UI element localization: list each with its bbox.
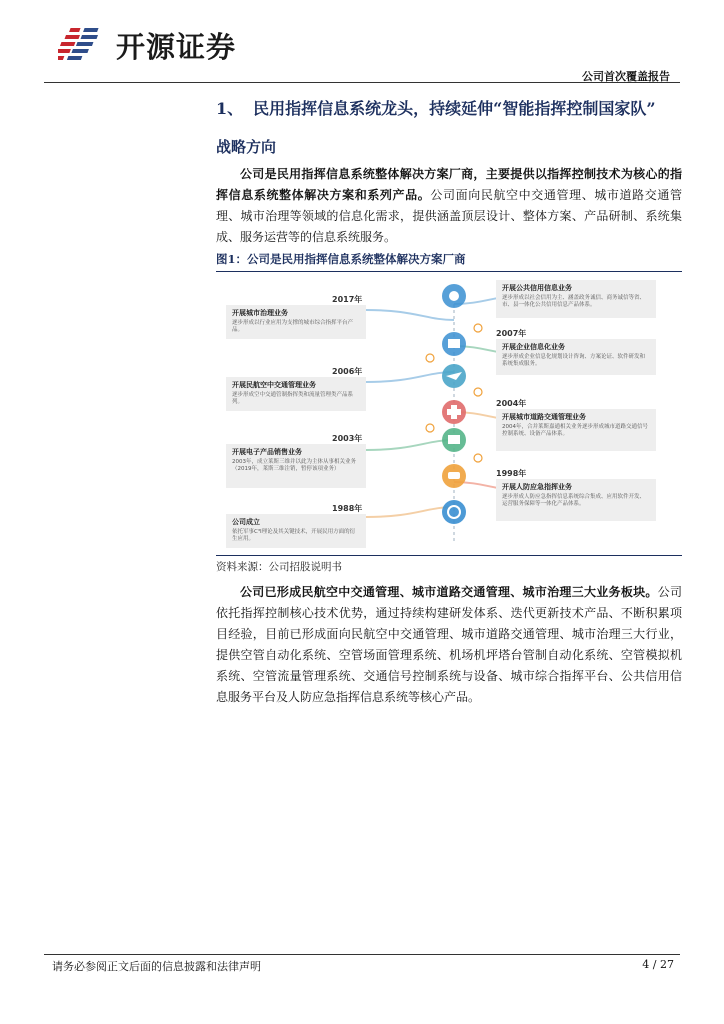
timeline-year: 1998年 (496, 469, 527, 478)
header-divider (44, 82, 680, 83)
timeline-year: 2017年 (332, 295, 363, 304)
section-subtitle: 战略方向 (216, 138, 277, 156)
timeline-card-title: 开展企业信息化业务 (502, 343, 565, 351)
timeline-year: 1988年 (332, 504, 363, 513)
timeline-card-desc: 2003年，成立莱斯三维并以此为主体从事相关业务（2019年，莱斯三维注销，暂停该项业务） (232, 459, 356, 472)
timeline-card (496, 409, 656, 451)
timeline-year: 2003年 (332, 434, 363, 443)
timeline-year: 2006年 (332, 367, 363, 376)
timeline-card (226, 444, 366, 488)
paragraph-business (216, 582, 682, 708)
timeline-card-title: 开展电子产品销售业务 (232, 448, 302, 456)
footer-divider (44, 954, 680, 955)
paragraph-intro (216, 164, 682, 248)
timeline-card-desc: 逐步形成空中交通管制指挥类和流量管理类产品系列。 (232, 392, 354, 405)
brand-logo (58, 24, 236, 66)
timeline-card (226, 305, 366, 339)
paragraph-intro-text: 公司面向民航空中交通管理、城市道路交通管理、城市治理等领域的信息化需求，提供涵盖顶层设计、整体方案、产品研制、系统集成、服务运营等的信息系统服务。 (216, 188, 682, 244)
timeline-card-title: 开展公共信用信息业务 (502, 284, 572, 292)
paragraph-business-text: 公司依托指挥控制核心技术优势，通过持续构建研发体系、迭代更新技术产品、不断积累项目经验，目前已形成面向民航空中交通管理、城市道路交通管理、城市治理三大行业，提供空管自动化系统、空管场面管理系统、机场机坪塔台管制自动化系统、空管模拟机系统、空管流量管理系统、交通信号控制系统与设备、城市综合指挥平台、公共信用信息服务平台及人防应急指挥信息系统等核心产品。 (216, 585, 682, 704)
report-type: 公司首次覆盖报告 (582, 70, 670, 83)
paragraph-business-bold: 公司已形成民航空中交通管理、城市道路交通管理、城市治理三大业务板块。 (240, 585, 658, 599)
timeline-card-title: 开展城市道路交通管理业务 (502, 413, 586, 421)
paragraph-intro-bold: 公司是民用指挥信息系统整体解决方案厂商，主要提供以指挥控制技术为核心的指挥信息系统整体解决方案和系列产品。 (216, 167, 682, 202)
timeline-figure (216, 272, 682, 554)
timeline-year: 2004年 (496, 399, 527, 408)
timeline-card-desc: 逐步形成企业信息化规划设计咨询、方案论证、软件研发和系统集成服务。 (502, 354, 646, 367)
timeline-card-desc: 依托军事C³I理论及其关键技术，开展民用方面的衍生应用。 (232, 529, 356, 542)
figure-source: 资料来源：公司招股说明书 (216, 555, 682, 574)
timeline-card-title: 开展民航空中交通管理业务 (232, 381, 316, 389)
timeline-card (226, 377, 366, 411)
timeline-card (496, 339, 656, 375)
timeline-card-desc: 逐步形成以行业应用为支撑的城市综合指挥平台产品。 (232, 320, 354, 333)
logo-mark-icon (58, 24, 110, 66)
timeline-card-desc: 逐步形成以社会信用为主、涵盖政务诚信、商务诚信等省、市、县一体化公共信用信息产品体系。 (502, 295, 646, 308)
timeline-card-title: 开展人防应急指挥业务 (502, 483, 572, 491)
timeline-card (496, 280, 656, 318)
timeline-card-desc: 逐步形成人防应急指挥信息系统综合集成、应用软件开发、运营服务保障等一体化产品体系。 (502, 494, 646, 507)
timeline-card-desc: 2004年，合并莱斯嘉通相关业务逐步形成城市道路交通信号控制系统、设备产品体系。 (502, 424, 648, 437)
brand-name: 开源证券 (116, 29, 237, 64)
page-number: 4 / 27 (642, 958, 674, 971)
timeline-card-title: 开展城市治理业务 (232, 309, 288, 317)
timeline-card (226, 514, 366, 548)
timeline-year: 2007年 (496, 329, 527, 338)
timeline-card (496, 479, 656, 521)
timeline-card-title: 公司成立 (232, 518, 260, 526)
section-title-text: 民用指挥信息系统龙头，持续延伸“智能指挥控制国家队” (253, 99, 656, 118)
section-number: 1、 (216, 99, 244, 118)
section-title (216, 96, 682, 121)
figure-title: 图1：公司是民用指挥信息系统整体解决方案厂商 (216, 251, 682, 272)
footer-disclaimer: 请务必参阅正文后面的信息披露和法律声明 (52, 960, 261, 973)
